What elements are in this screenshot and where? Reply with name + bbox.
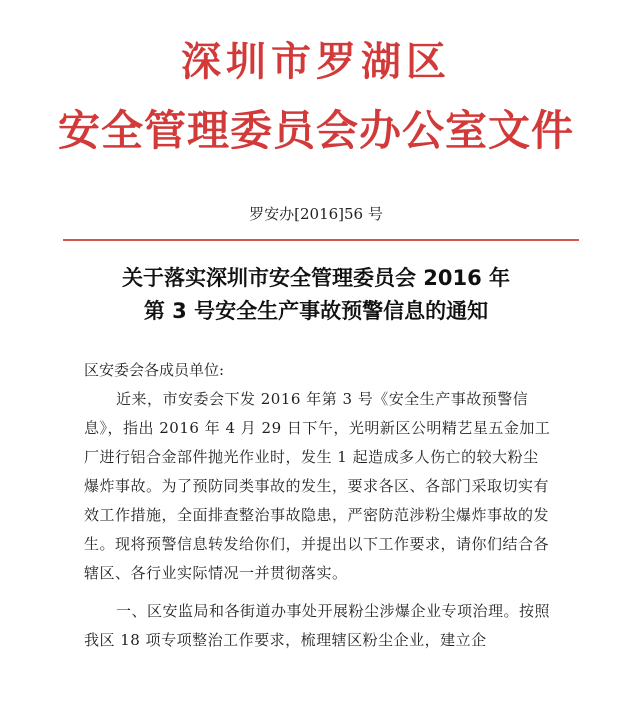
- salutation: 区安委会各成员单位:: [84, 361, 225, 379]
- document-title-line2: 第 3 号安全生产事故预警信息的通知: [143, 299, 489, 323]
- header-divider: [63, 239, 579, 241]
- body-paragraph-2: 一、区安监局和各街道办事处开展粉尘涉爆企业专项治理。按照我区 18 项专项整治工作要求，梳理辖区粉尘企业，建立企: [84, 602, 551, 649]
- document-title-line1: 关于落实深圳市安全管理委员会 2016 年: [121, 266, 511, 290]
- body-paragraph-1: 近来，市安委会下发 2016 年第 3 号《安全生产事故预警信息》，指出 2016 年 4 月 29 日下午，光明新区公明精艺星五金加工厂进行铝合金部件抛光作业时，发生 1 起造成多人伤亡的较大粉尘爆炸事故。为了预防同类事故的发生，要求各区、各部门采取切实有效工作措施，全面排查整治事故隐患，严密防范涉粉尘爆炸事故的发生。现将预警信息转发给你们，并提出以下工作要求，请你们结合各辖区、各行业实际情况一并贯彻落实。: [84, 390, 551, 582]
- document-number: 罗安办[2016]56 号: [249, 205, 383, 223]
- issuer-header-line2: 安全管理委员会办公室文件: [57, 106, 574, 155]
- issuer-header-line1: 深圳市罗湖区: [181, 38, 451, 85]
